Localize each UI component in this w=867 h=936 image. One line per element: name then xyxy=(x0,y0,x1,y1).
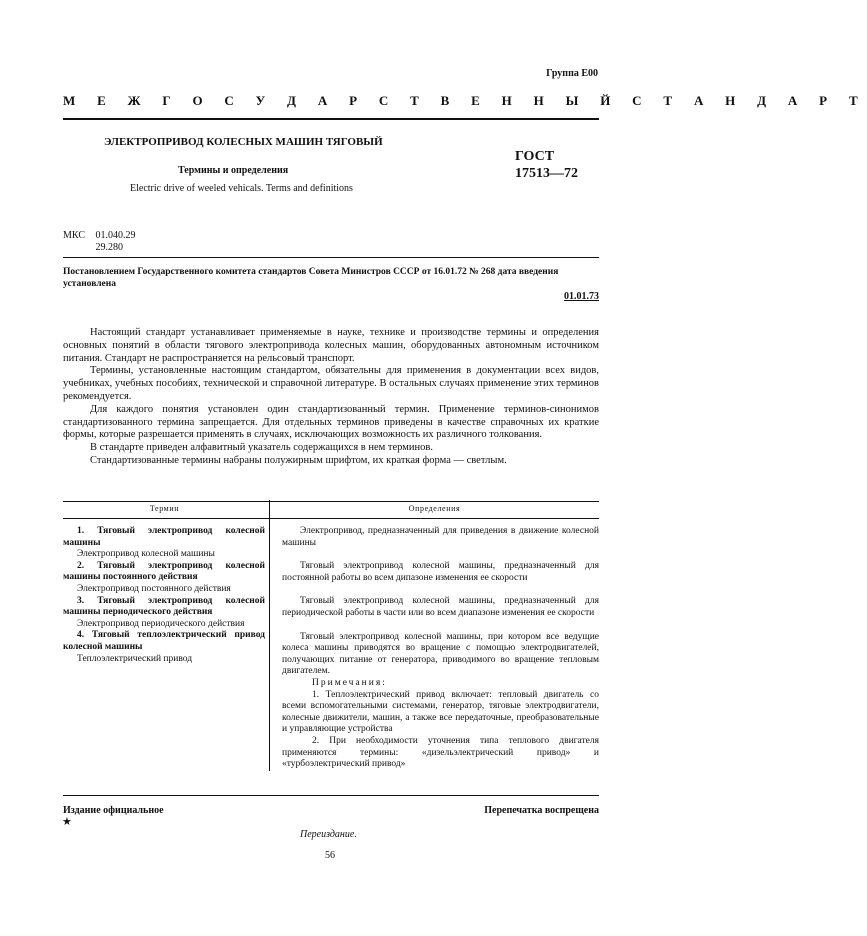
notes-heading: Примечания: xyxy=(312,677,387,688)
official-edition-label: Издание официальное xyxy=(63,805,164,816)
term-name: 3. Тяговый электропривод колесной машины периодического действия xyxy=(63,595,265,618)
paragraph: Термины, установленные настоящим стандартом, обязательны для применения в документации всех видов, учебниках, учебных пособиях, технической и справочной литературе. В остальных случаях применение этих терминов рекомендуется. xyxy=(63,365,599,402)
effective-date: 01.01.73 xyxy=(564,291,599,302)
reissue-label: Переиздание. xyxy=(300,829,357,840)
definition-text: Электропривод, предназначенный для приведения в движение колесной машины xyxy=(282,526,599,548)
document-title: ЭЛЕКТРОПРИВОД КОЛЕСНЫХ МАШИН ТЯГОВЫЙ xyxy=(104,136,383,148)
introduction xyxy=(63,327,599,468)
term-short-form: Электропривод периодического действия xyxy=(77,618,245,629)
footer-divider xyxy=(63,795,599,796)
definition-cell xyxy=(270,519,600,771)
definition-text: Тяговый электропривод колесной машины, при котором все ведущие колеса машины приводятся во вращение с помощью электродвигателей, получающих питание от генератора, приводимого во вращение тепловым двигателем. xyxy=(282,631,599,677)
gost-number: 17513—72 xyxy=(515,166,578,181)
paragraph: Настоящий стандарт устанавливает применяемые в науке, технике и производстве термины и определения основных понятий в области тягового электропривода колесных машин, оборудованных автономным источником питания. Стандарт не распространяется на рельсовый транспорт. xyxy=(63,327,599,364)
paragraph: Для каждого понятия установлен один стандартизованный термин. Применение терминов-синонимов стандартизованного термина запрещается. Для отдельных терминов приведены в качестве справочных их краткие формы, которые разрешается применять в случаях, исключающих возможность их различного толкования. xyxy=(63,403,599,441)
column-header-term: Термин xyxy=(63,500,270,519)
mks-code: 29.280 xyxy=(95,242,123,253)
column-header-definition: Определения xyxy=(270,500,600,519)
terms-table xyxy=(63,500,599,771)
definition-text: Тяговый электропривод колесной машины, предназначенный для постоянной работы во всем дипазоне изменения ее скорости xyxy=(282,561,599,583)
top-divider xyxy=(63,118,599,120)
mks-block xyxy=(63,230,135,254)
note-text: 2. При необходимости уточнения типа теплового двигателя применяются термины: «дизельэлектрический привод» и «турбоэлектрический привод» xyxy=(282,735,599,770)
paragraph: В стандарте приведен алфавитный указатель содержащихся в нем терминов. xyxy=(90,442,433,454)
mks-label: МКС xyxy=(63,230,85,241)
decree-text: Постановлением Государственного комитета стандартов Совета Министров СССР от 16.01.72 № 268 дата введения установлена xyxy=(63,267,559,289)
term-cell xyxy=(63,519,270,771)
star-icon: ★ xyxy=(62,816,72,828)
standard-type-header: М Е Ж Г О С У Д А Р С Т В Е Н Н Ы Й С Т А Н Д А Р Т xyxy=(63,93,867,108)
term-short-form: Электропривод колесной машины xyxy=(77,549,215,560)
middle-divider xyxy=(63,257,599,258)
paragraph: Стандартизованные термины набраны полужирным шрифтом, их краткая форма — светлым. xyxy=(90,454,507,466)
page-number: 56 xyxy=(325,850,335,861)
gost-block xyxy=(515,148,578,182)
note-text: 1. Теплоэлектрический привод включает: тепловый двигатель со всеми вспомогательными системами, генератор, тяговые электродвигатели, колесные движители, машин, а также все передаточные, преобразовательные и управляющие устройства xyxy=(282,689,599,735)
term-name: 2. Тяговый электропривод колесной машины постоянного действия xyxy=(63,560,265,583)
document-subtitle: Термины и определения xyxy=(178,165,289,176)
table-row xyxy=(63,519,599,771)
gost-label: ГОСТ xyxy=(515,149,555,164)
term-name: 4. Тяговый теплоэлектрический привод колесной машины xyxy=(63,630,265,652)
reprint-ban-label: Перепечатка воспрещена xyxy=(484,805,599,816)
term-short-form: Теплоэлектрический привод xyxy=(77,653,193,664)
term-short-form: Электропривод постоянного действия xyxy=(77,583,231,594)
english-title: Electric drive of weeled vehicals. Terms and definitions xyxy=(130,183,353,194)
mks-code: 01.040.29 xyxy=(95,230,136,241)
group-code: Группа Е00 xyxy=(546,68,598,79)
term-name: 1. Тяговый электропривод колесной машины xyxy=(63,526,265,548)
definition-text: Тяговый электропривод колесной машины, предназначенный для периодической работы в части или во всем диапазоне изменения ее скорости xyxy=(282,596,599,618)
